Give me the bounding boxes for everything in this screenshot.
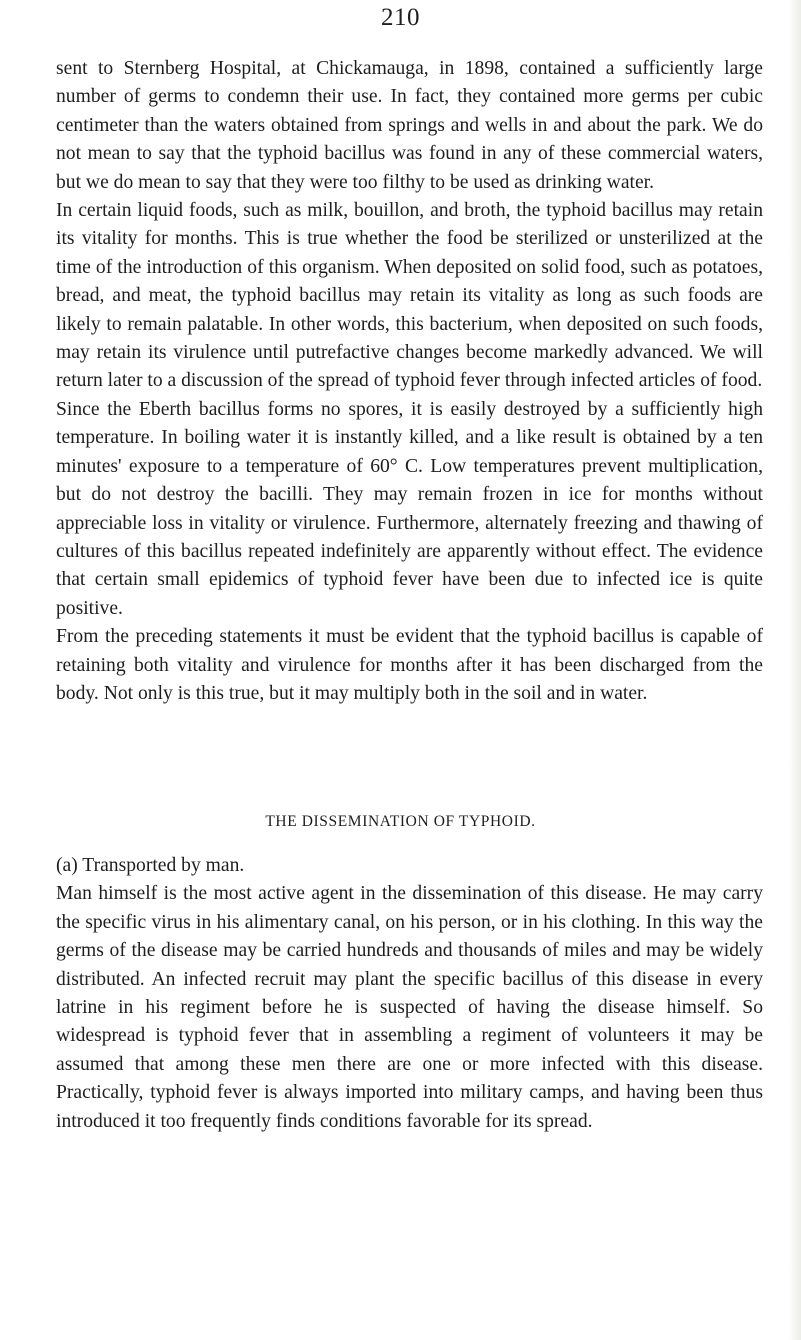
paragraph-commercial-waters: sent to Sternberg Hospital, at Chickamauga, in 1898, contained a sufficiently large number of germs to condemn their use. In fact, they contained more germs per cubic centimeter than the waters obtained from springs and wells in and about the park. We do not mean to say that the typhoid bacillus was found in any of these commercial waters, but we do mean to say that they were too filthy to be used as drinking water.	[56, 58, 763, 193]
paragraph-man-as-agent: Man himself is the most active agent in the dissemination of this disease. He may carry the specific virus in his alimentary canal, on his person, or in his clothing. In this way the germs of the disease may be carried hundreds and thousands of miles and may be widely distributed. An infected recruit may plant the specific bacillus of this disease in every latrine in his regiment before he is suspected of having the disease himself. So widespread is typhoid fever that in assembling a regiment of volunteers it may be assumed that among these men there are one or more infected with this disease. Practically, typhoid fever is always imported into military camps, and having been thus introduced it too frequently finds conditions favorable for its spread.	[56, 883, 763, 1132]
subsection-label: (a)	[56, 855, 78, 876]
body-text-top	[56, 55, 763, 708]
paragraph-vitality-virulence: From the preceding statements it must be evident that the typhoid bacillus is capable of retaining both vitality and virulence for months after it has been discharged from the body. Not only is this true, but it may multiply both in the soil and in water.	[56, 626, 763, 704]
page-edge-shadow	[789, 0, 801, 1340]
body-text-section	[56, 852, 763, 1136]
paragraph-temperature: Since the Eberth bacillus forms no spores, it is easily destroyed by a sufficiently high temperature. In boiling water it is instantly killed, and a like result is obtained by a ten minutes' exposure to a temperature of 60° C. Low temperatures prevent multiplication, but do not destroy the bacilli. They may remain frozen in ice for months without appreciable loss in vitality or virulence. Furthermore, alternately freezing and thawing of cultures of this bacillus repeated indefinitely are apparently without effect. The evidence that certain small epidemics of typhoid fever have been due to infected ice is quite positive.	[56, 398, 763, 619]
paragraph-liquid-foods: In certain liquid foods, such as milk, bouillon, and broth, the typhoid bacillus may retain its vitality for months. This is true whether the food be sterilized or unsterilized at the time of the introduction of this organism. When deposited on solid food, such as potatoes, bread, and meat, the typhoid bacillus may retain its vitality as long as such foods are likely to remain palatable. In other words, this bacterium, when deposited on such foods, may retain its virulence until putrefactive changes become markedly advanced. We will return later to a discussion of the spread of typhoid fever through infected articles of food.	[56, 200, 763, 392]
section-heading: THE DISSEMINATION OF TYPHOID.	[265, 813, 536, 830]
page-number: 210	[381, 4, 420, 31]
subsection-heading	[56, 852, 763, 880]
subsection-title: Transported by man.	[82, 855, 245, 876]
